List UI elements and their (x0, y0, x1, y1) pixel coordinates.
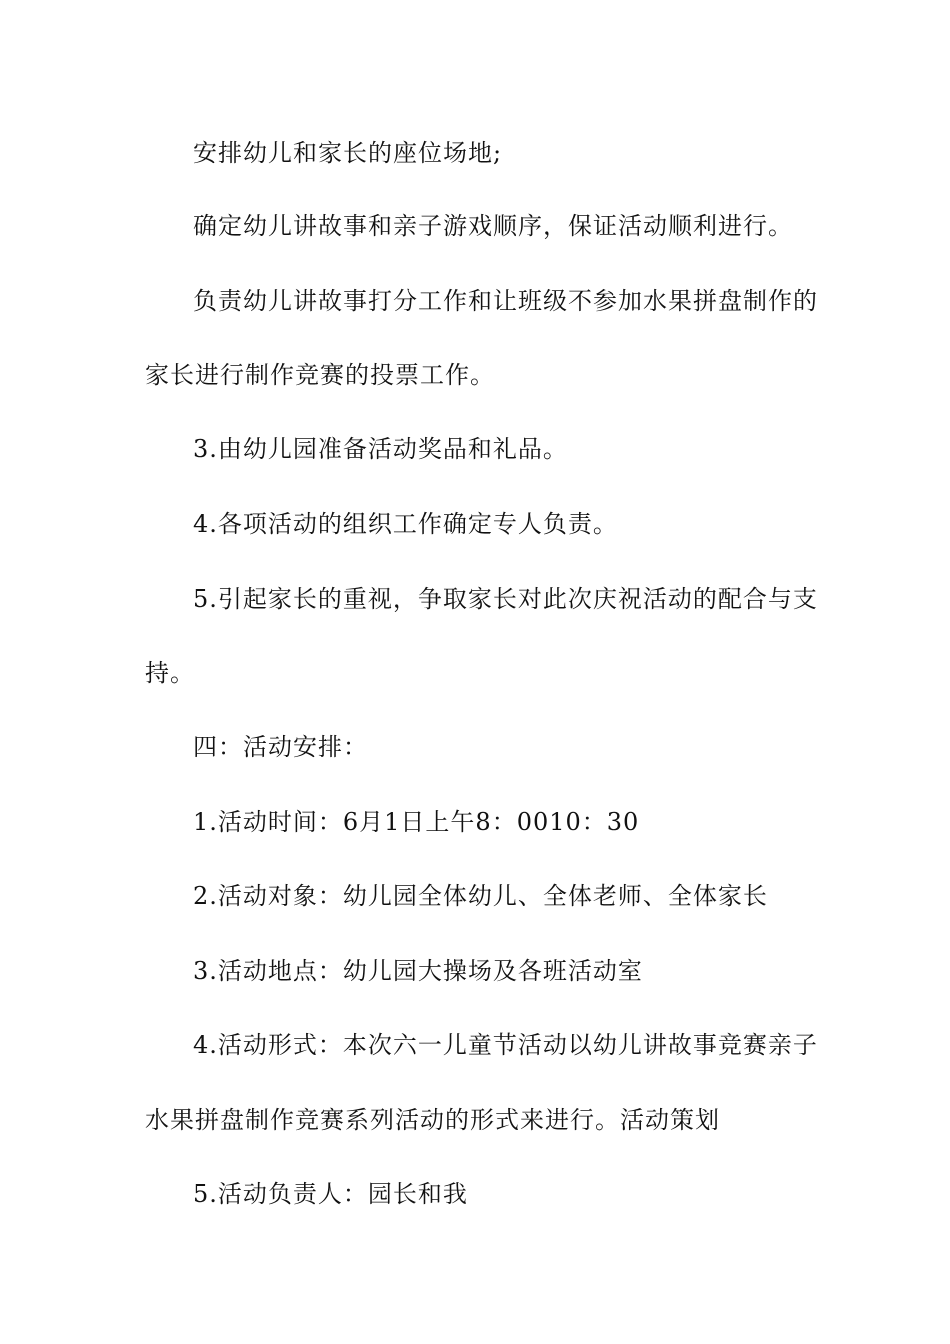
text-line: 4.各项活动的组织工作确定专人负责。 (193, 510, 618, 538)
text-line: 1.活动时间：6月1日上午8：0010：30 (193, 808, 640, 836)
text-line: 水果拼盘制作竞赛系列活动的形式来进行。活动策划 (145, 1106, 720, 1134)
text-line: 5.活动负责人：园长和我 (193, 1180, 468, 1208)
text-line: 确定幼儿讲故事和亲子游戏顺序，保证活动顺利进行。 (193, 212, 793, 240)
text-line: 负责幼儿讲故事打分工作和让班级不参加水果拼盘制作的 (193, 287, 818, 315)
text-line: 3.由幼儿园准备活动奖品和礼品。 (193, 435, 568, 463)
section-heading: 四：活动安排： (193, 733, 368, 761)
text-line: 2.活动对象：幼儿园全体幼儿、全体老师、全体家长 (193, 882, 768, 910)
text-line: 持。 (145, 659, 195, 687)
text-line: 5.引起家长的重视，争取家长对此次庆祝活动的配合与支 (193, 585, 818, 613)
text-line: 3.活动地点：幼儿园大操场及各班活动室 (193, 957, 643, 985)
text-line: 家长进行制作竞赛的投票工作。 (145, 361, 495, 389)
text-line: 安排幼儿和家长的座位场地; (193, 139, 503, 167)
text-line: 4.活动形式：本次六一儿童节活动以幼儿讲故事竞赛亲子 (193, 1031, 818, 1059)
